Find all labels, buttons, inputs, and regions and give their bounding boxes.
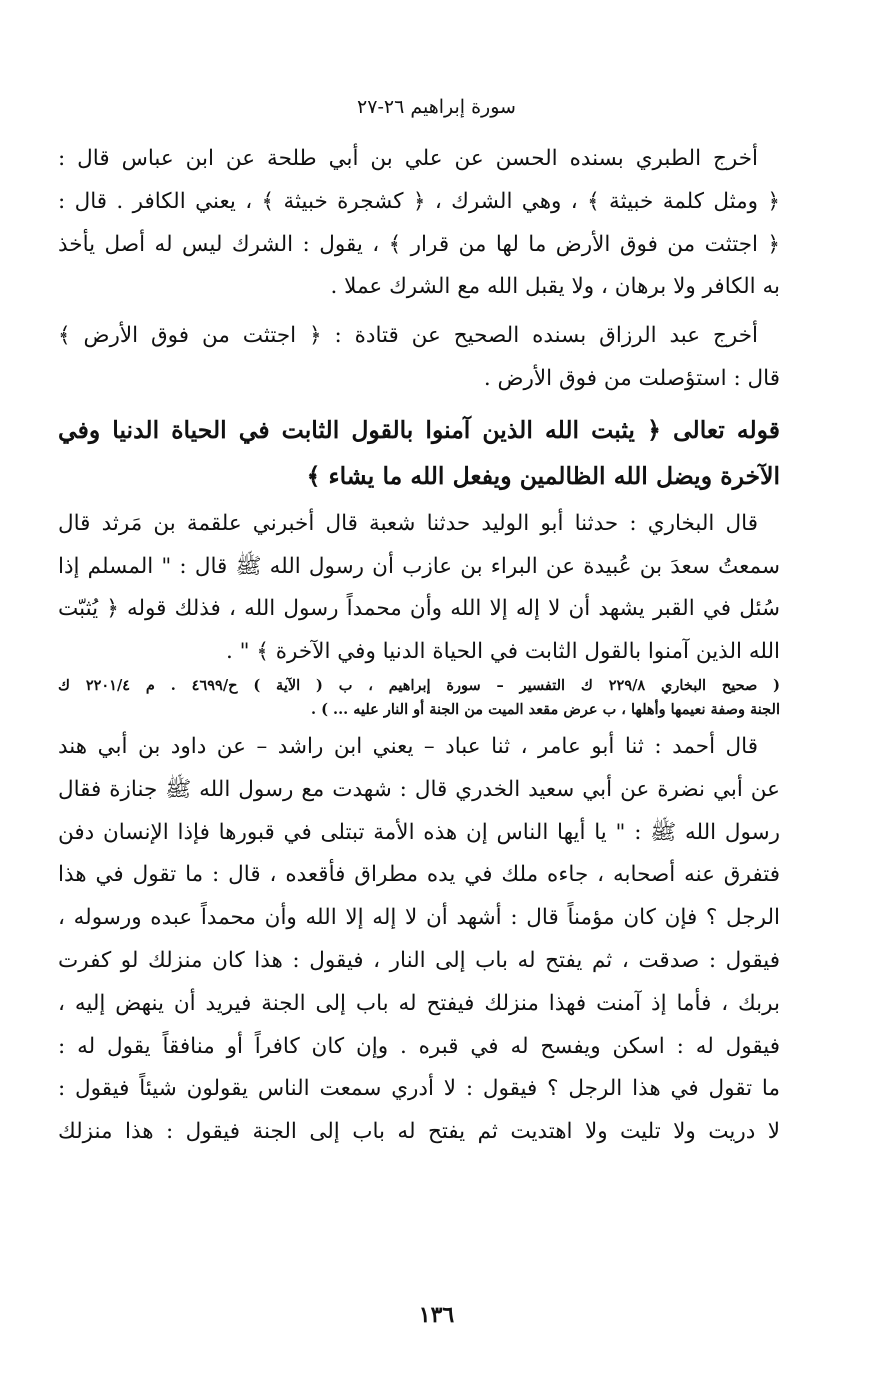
text-line: فيقول : صدقت ، ثم يفتح له باب إلى النار ، فيقول : هذا كان منزلك لو كفرت [58,947,780,973]
heading-line: قوله تعالى ﴿ يثبت الله الذين آمنوا بالقول الثابت في الحياة الدنيا وفي [58,415,780,444]
text-line: بربك ، فأما إذ آمنت فهذا منزلك فيفتح له باب إلى الجنة فيريد أن ينهض إليه ، [58,990,780,1016]
text-line: ﴿ اجتثت من فوق الأرض ما لها من قرار ﴾ ، يقول : الشرك ليس له أصل يأخذ [58,231,780,257]
paragraph-abdulrazzaq [58,315,780,401]
text-line: قال البخاري : حدثنا أبو الوليد حدثنا شعبة قال أخبرني علقمة بن مَرثد قال [58,510,758,536]
paragraph-ahmad [58,726,780,1154]
page-number: ١٣٦ [418,1302,455,1328]
heading-line: الآخرة ويضل الله الظالمين ويفعل الله ما يشاء ﴾ [306,461,780,490]
text-line: ما تقول في هذا الرجل ؟ فيقول : لا أدري سمعت الناس يقولون شيئاً فيقول : [58,1076,780,1102]
text-line: لا دريت ولا تليت ولا اهتديت ثم يفتح له باب إلى الجنة فيقول : هذا منزلك [58,1119,780,1145]
text-line: الله الذين آمنوا بالقول الثابت في الحياة الدنيا وفي الآخرة ﴾ " . [225,639,780,665]
text-line: قال : استؤصلت من فوق الأرض . [483,365,780,391]
text-line: ﴿ ومثل كلمة خبيثة ﴾ ، وهي الشرك ، ﴿ كشجرة خبيثة ﴾ ، يعني الكافر . قال : [58,188,780,214]
text-line: قال أحمد : ثنا أبو عامر ، ثنا عباد – يعني ابن راشد – عن داود بن أبي هند [58,733,758,759]
text-line: فيقول له : اسكن ويفسح له في قبره . وإن كان كافراً أو منافقاً يقول له : [58,1033,780,1059]
text-line: الرجل ؟ فإن كان مؤمناً قال : أشهد أن لا إله إلا الله وأن محمداً عبده ورسوله ، [58,905,780,931]
body-text [58,138,780,1154]
verse-heading [58,407,780,499]
paragraph-tabari [58,138,780,309]
text-line: فتفرق عنه أصحابه ، جاءه ملك في يده مطراق فأقعده ، قال : ما تقول في هذا [58,862,780,888]
text-line: أخرج عبد الرزاق بسنده الصحيح عن قتادة : ﴿ اجتثت من فوق الأرض ﴾ [58,323,758,349]
running-header: سورة إبراهيم ٢٦-٢٧ [357,96,516,118]
citation-note [58,674,780,722]
text-line: أخرج الطبري بسنده الحسن عن علي بن أبي طلحة عن ابن عباس قال : [58,146,758,171]
note-line: ( صحيح البخاري ٢٢٩/٨ ك التفسير – سورة إبراهيم ، ب ( الآية ) ح/٤٦٩٩ . م ٢٢٠١/٤ ك [58,676,780,694]
paragraph-bukhari [58,503,780,674]
note-line: الجنة وصفة نعيمها وأهلها ، ب عرض مقعد الميت من الجنة أو النار عليه ... ) . [311,700,780,718]
text-line: سُئل في القبر يشهد أن لا إله إلا الله وأن محمداً رسول الله ، فذلك قوله ﴿ يُثبّت [58,596,780,622]
text-line: به الكافر ولا برهان ، ولا يقبل الله مع الشرك عملا . [330,274,780,300]
text-line: عن أبي نضرة عن أبي سعيد الخدري قال : شهدت مع رسول الله ﷺ جنازة فقال [58,776,780,802]
text-line: رسول الله ﷺ : " يا أيها الناس إن هذه الأمة تبتلى في قبورها فإذا الإنسان دفن [58,819,780,845]
text-line: سمعتُ سعدَ بن عُبيدة عن البراء بن عازب أن رسول الله ﷺ قال : " المسلم إذا [58,553,780,579]
